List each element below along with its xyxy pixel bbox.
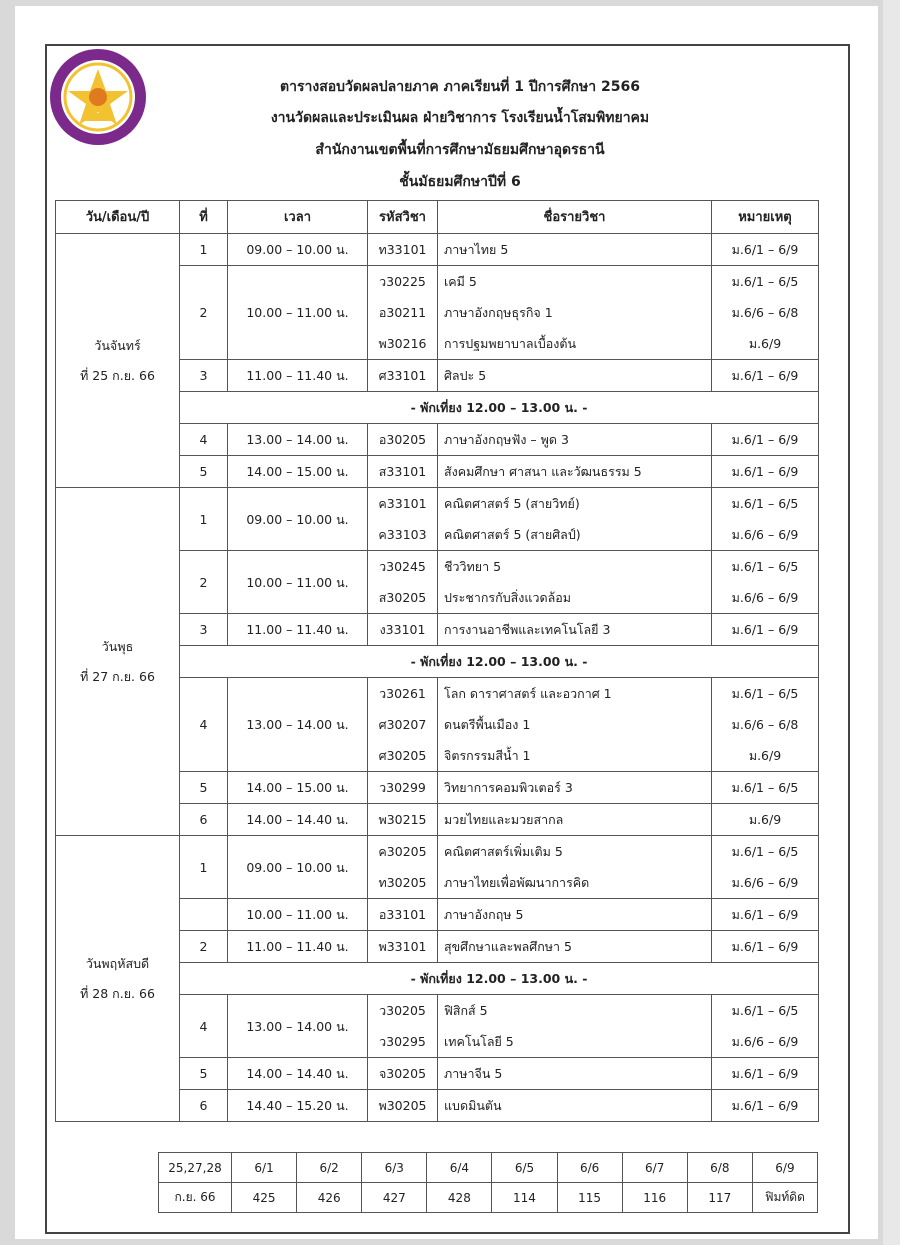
period-cell: 5 xyxy=(180,772,228,804)
note-cell-line: ม.6/9 xyxy=(748,748,782,763)
room-class-cell: 6/7 xyxy=(622,1153,687,1183)
code-cell-line: อ33101 xyxy=(378,907,427,922)
subject-cell xyxy=(438,614,712,646)
code-cell-line: ท33101 xyxy=(378,242,427,257)
code-cell-line: พ30216 xyxy=(378,336,427,351)
subject-cell xyxy=(438,931,712,963)
time-cell: 14.00 – 14.40 น. xyxy=(228,1058,368,1090)
note-cell-line: ม.6/1 – 6/9 xyxy=(731,1098,799,1113)
col-header-date: วัน/เดือน/ปี xyxy=(56,201,180,234)
code-cell xyxy=(368,1058,438,1090)
subject-cell-line: สังคมศึกษา ศาสนา และวัฒนธรรม 5 xyxy=(444,464,642,479)
subject-cell-line: ภาษาอังกฤษ 5 xyxy=(444,907,524,922)
subject-cell xyxy=(438,424,712,456)
code-cell xyxy=(368,614,438,646)
subject-cell xyxy=(438,360,712,392)
note-cell-line: ม.6/6 – 6/8 xyxy=(731,305,799,320)
subject-cell-line: การงานอาชีพและเทคโนโลยี 3 xyxy=(444,622,611,637)
note-cell-line: ม.6/1 – 6/9 xyxy=(731,242,799,257)
note-cell xyxy=(712,456,819,488)
period-cell: 2 xyxy=(180,266,228,360)
period-cell: 3 xyxy=(180,360,228,392)
title-line-1: ตารางสอบวัดผลปลายภาค ภาคเรียนที่ 1 ปีการศึกษา 2566 xyxy=(280,79,640,95)
note-cell xyxy=(712,995,819,1058)
school-emblem-icon xyxy=(48,47,148,147)
subject-cell-line: ดนตรีพื้นเมือง 1 xyxy=(444,717,531,732)
room-number-cell: 427 xyxy=(362,1183,427,1213)
day-date: ที่ 25 ก.ย. 66 xyxy=(80,367,155,383)
code-cell-line: ว30245 xyxy=(379,559,426,574)
table-header-row xyxy=(56,201,819,234)
subject-cell-line: มวยไทยและมวยสากล xyxy=(444,812,564,827)
code-cell-line: จ30205 xyxy=(378,1066,427,1081)
time-cell: 14.00 – 15.00 น. xyxy=(228,456,368,488)
time-cell: 14.00 – 14.40 น. xyxy=(228,804,368,836)
col-header-period: ที่ xyxy=(180,201,228,234)
lunch-break-label: - พักเที่ยง 12.00 – 13.00 น. - xyxy=(180,963,819,995)
schedule-body xyxy=(56,234,819,1122)
subject-cell-line: แบดมินตัน xyxy=(444,1098,502,1113)
day-name: วันจันทร์ xyxy=(94,337,141,353)
col-header-note: หมายเหตุ xyxy=(712,201,819,234)
code-cell xyxy=(368,266,438,360)
code-cell-line: ว30299 xyxy=(379,780,426,795)
room-class-cell: 6/3 xyxy=(362,1153,427,1183)
period-cell: 1 xyxy=(180,234,228,266)
time-cell: 10.00 – 11.00 น. xyxy=(228,266,368,360)
subject-cell xyxy=(438,266,712,360)
subject-cell-line: ภาษาอังกฤษธุรกิจ 1 xyxy=(444,305,553,320)
room-number-row xyxy=(159,1183,818,1213)
code-cell xyxy=(368,234,438,266)
code-cell xyxy=(368,804,438,836)
note-cell-line: ม.6/1 – 6/5 xyxy=(731,496,799,511)
code-cell xyxy=(368,995,438,1058)
room-number-cell: 116 xyxy=(622,1183,687,1213)
code-cell xyxy=(368,899,438,931)
code-cell-line: ค33101 xyxy=(378,496,427,511)
period-cell: 5 xyxy=(180,1058,228,1090)
subject-cell-line: เคมี 5 xyxy=(444,274,477,289)
room-number-cell: ฟิมท์ดิด xyxy=(752,1183,817,1213)
time-cell: 09.00 – 10.00 น. xyxy=(228,488,368,551)
code-cell-line: ง33101 xyxy=(379,622,426,637)
period-cell xyxy=(180,899,228,931)
note-cell-line: ม.6/6 – 6/8 xyxy=(731,717,799,732)
time-cell: 13.00 – 14.00 น. xyxy=(228,678,368,772)
code-cell-line: ค30205 xyxy=(378,844,427,859)
note-cell-line: ม.6/6 – 6/9 xyxy=(731,590,799,605)
subject-cell xyxy=(438,678,712,772)
room-number-cell: 115 xyxy=(557,1183,622,1213)
room-number-cell: 428 xyxy=(427,1183,492,1213)
day-cell xyxy=(56,836,180,1122)
note-cell-line: ม.6/1 – 6/9 xyxy=(731,1066,799,1081)
period-cell: 2 xyxy=(180,551,228,614)
note-cell-line: ม.6/1 – 6/5 xyxy=(731,274,799,289)
room-class-row xyxy=(159,1153,818,1183)
subject-cell-line: เทคโนโลยี 5 xyxy=(444,1034,514,1049)
subject-cell xyxy=(438,899,712,931)
subject-cell-line: ชีววิทยา 5 xyxy=(444,559,502,574)
note-cell xyxy=(712,488,819,551)
subject-cell-line: สุขศึกษาและพลศึกษา 5 xyxy=(444,939,572,954)
subject-cell-line: ภาษาไทยเพื่อพัฒนาการคิด xyxy=(444,875,590,890)
subject-cell-line: ศิลปะ 5 xyxy=(444,368,487,383)
subject-cell xyxy=(438,836,712,899)
period-cell: 6 xyxy=(180,1090,228,1122)
code-cell-line: ส30205 xyxy=(378,590,427,605)
subject-cell xyxy=(438,772,712,804)
code-cell xyxy=(368,488,438,551)
period-cell: 1 xyxy=(180,836,228,899)
code-cell-line: ว30295 xyxy=(379,1034,426,1049)
note-cell xyxy=(712,1058,819,1090)
title-line-4: ชั้นมัธยมศึกษาปีที่ 6 xyxy=(399,174,521,190)
code-cell-line: พ30205 xyxy=(378,1098,427,1113)
subject-cell xyxy=(438,804,712,836)
note-cell-line: ม.6/1 – 6/5 xyxy=(731,780,799,795)
time-cell: 11.00 – 11.40 น. xyxy=(228,931,368,963)
period-cell: 2 xyxy=(180,931,228,963)
code-cell xyxy=(368,836,438,899)
time-cell: 11.00 – 11.40 น. xyxy=(228,360,368,392)
note-cell xyxy=(712,551,819,614)
room-class-cell: 6/8 xyxy=(687,1153,752,1183)
code-cell-line: ศ30205 xyxy=(378,748,427,763)
day-cell xyxy=(56,488,180,836)
note-cell-line: ม.6/6 – 6/9 xyxy=(731,875,799,890)
room-class-cell: 6/4 xyxy=(427,1153,492,1183)
code-cell-line: ท30205 xyxy=(378,875,427,890)
note-cell xyxy=(712,234,819,266)
note-cell xyxy=(712,360,819,392)
subject-cell-line: ภาษาอังกฤษฟัง – พูด 3 xyxy=(444,432,569,447)
subject-cell-line: จิตรกรรมสีน้ำ 1 xyxy=(444,748,531,763)
subject-cell-line: คณิตศาสตร์เพิ่มเติม 5 xyxy=(444,844,563,859)
code-cell-line: พ33101 xyxy=(378,939,427,954)
time-cell: 13.00 – 14.00 น. xyxy=(228,995,368,1058)
lunch-break-label: - พักเที่ยง 12.00 – 13.00 น. - xyxy=(180,646,819,678)
code-cell xyxy=(368,360,438,392)
code-cell-line: อ30211 xyxy=(378,305,427,320)
subject-cell-line: ประชากรกับสิ่งแวดล้อม xyxy=(444,590,571,605)
subject-cell xyxy=(438,234,712,266)
period-cell: 4 xyxy=(180,424,228,456)
note-cell xyxy=(712,1090,819,1122)
note-cell xyxy=(712,931,819,963)
table-row xyxy=(56,488,819,551)
note-cell-line: ม.6/1 – 6/5 xyxy=(731,686,799,701)
room-number-cell: 117 xyxy=(687,1183,752,1213)
note-cell-line: ม.6/6 – 6/9 xyxy=(731,1034,799,1049)
note-cell-line: ม.6/9 xyxy=(748,336,782,351)
time-cell: 09.00 – 10.00 น. xyxy=(228,836,368,899)
subject-cell xyxy=(438,456,712,488)
period-cell: 4 xyxy=(180,995,228,1058)
room-date-top: 25,27,28 xyxy=(159,1153,232,1183)
code-cell xyxy=(368,931,438,963)
room-table xyxy=(158,1152,818,1213)
time-cell: 09.00 – 10.00 น. xyxy=(228,234,368,266)
period-cell: 1 xyxy=(180,488,228,551)
col-header-time: เวลา xyxy=(228,201,368,234)
code-cell xyxy=(368,456,438,488)
note-cell-line: ม.6/1 – 6/5 xyxy=(731,559,799,574)
room-class-cell: 6/1 xyxy=(232,1153,297,1183)
day-name: วันพฤหัสบดี xyxy=(85,955,150,971)
room-class-cell: 6/6 xyxy=(557,1153,622,1183)
subject-cell-line: ภาษาไทย 5 xyxy=(444,242,509,257)
table-row xyxy=(56,234,819,266)
note-cell-line: ม.6/9 xyxy=(748,812,782,827)
room-class-cell: 6/9 xyxy=(752,1153,817,1183)
period-cell: 6 xyxy=(180,804,228,836)
note-cell xyxy=(712,266,819,360)
subject-cell-line: คณิตศาสตร์ 5 (สายศิลป์) xyxy=(444,527,581,542)
subject-cell xyxy=(438,1090,712,1122)
code-cell-line: ศ30207 xyxy=(378,717,427,732)
room-number-cell: 114 xyxy=(492,1183,557,1213)
subject-cell-line: โลก ดาราศาสตร์ และอวกาศ 1 xyxy=(444,686,612,701)
note-cell xyxy=(712,836,819,899)
note-cell-line: ม.6/1 – 6/9 xyxy=(731,464,799,479)
note-cell-line: ม.6/1 – 6/9 xyxy=(731,907,799,922)
code-cell-line: ส33101 xyxy=(378,464,427,479)
note-cell-line: ม.6/6 – 6/9 xyxy=(731,527,799,542)
note-cell xyxy=(712,678,819,772)
subject-cell xyxy=(438,488,712,551)
title-line-2: งานวัดผลและประเมินผล ฝ่ายวิชาการ โรงเรียนน้ำโสมพิทยาคม xyxy=(270,110,650,126)
day-date: ที่ 28 ก.ย. 66 xyxy=(80,985,155,1001)
time-cell: 13.00 – 14.00 น. xyxy=(228,424,368,456)
period-cell: 5 xyxy=(180,456,228,488)
note-cell-line: ม.6/1 – 6/9 xyxy=(731,432,799,447)
code-cell xyxy=(368,772,438,804)
note-cell-line: ม.6/1 – 6/5 xyxy=(731,844,799,859)
subject-cell-line: ฟิสิกส์ 5 xyxy=(444,1003,488,1018)
note-cell-line: ม.6/1 – 6/9 xyxy=(731,368,799,383)
day-name: วันพุธ xyxy=(101,638,134,654)
room-date-bottom: ก.ย. 66 xyxy=(159,1183,232,1213)
note-cell-line: ม.6/1 – 6/9 xyxy=(731,622,799,637)
code-cell xyxy=(368,424,438,456)
code-cell-line: ค33103 xyxy=(378,527,427,542)
code-cell-line: ว30225 xyxy=(379,274,426,289)
room-number-cell: 425 xyxy=(232,1183,297,1213)
subject-cell-line: วิทยาการคอมพิวเตอร์ 3 xyxy=(444,780,573,795)
subject-cell xyxy=(438,995,712,1058)
time-cell: 11.00 – 11.40 น. xyxy=(228,614,368,646)
subject-cell xyxy=(438,1058,712,1090)
col-header-subject: ชื่อรายวิชา xyxy=(438,201,712,234)
code-cell-line: อ30205 xyxy=(378,432,427,447)
subject-cell-line: ภาษาจีน 5 xyxy=(444,1066,503,1081)
code-cell xyxy=(368,551,438,614)
exam-schedule-table xyxy=(55,200,819,1122)
note-cell xyxy=(712,804,819,836)
code-cell-line: ว30205 xyxy=(379,1003,426,1018)
table-row xyxy=(56,836,819,899)
note-cell xyxy=(712,772,819,804)
code-cell xyxy=(368,678,438,772)
note-cell xyxy=(712,424,819,456)
subject-cell-line: การปฐมพยาบาลเบื้องต้น xyxy=(444,336,577,351)
time-cell: 10.00 – 11.00 น. xyxy=(228,899,368,931)
subject-cell xyxy=(438,551,712,614)
col-header-code: รหัสวิชา xyxy=(368,201,438,234)
subject-cell-line: คณิตศาสตร์ 5 (สายวิทย์) xyxy=(444,496,580,511)
viewer-scrollbar[interactable] xyxy=(883,0,900,1245)
room-class-cell: 6/5 xyxy=(492,1153,557,1183)
title-line-3: สำนักงานเขตพื้นที่การศึกษามัธยมศึกษาอุดรธานี xyxy=(315,142,605,158)
code-cell-line: ว30261 xyxy=(379,686,426,701)
code-cell-line: พ30215 xyxy=(378,812,427,827)
code-cell-line: ศ33101 xyxy=(378,368,427,383)
time-cell: 14.40 – 15.20 น. xyxy=(228,1090,368,1122)
code-cell xyxy=(368,1090,438,1122)
note-cell xyxy=(712,899,819,931)
room-number-cell: 426 xyxy=(297,1183,362,1213)
day-date: ที่ 27 ก.ย. 66 xyxy=(80,668,155,684)
period-cell: 3 xyxy=(180,614,228,646)
note-cell-line: ม.6/1 – 6/5 xyxy=(731,1003,799,1018)
time-cell: 10.00 – 11.00 น. xyxy=(228,551,368,614)
room-class-cell: 6/2 xyxy=(297,1153,362,1183)
note-cell xyxy=(712,614,819,646)
time-cell: 14.00 – 15.00 น. xyxy=(228,772,368,804)
lunch-break-label: - พักเที่ยง 12.00 – 13.00 น. - xyxy=(180,392,819,424)
period-cell: 4 xyxy=(180,678,228,772)
day-cell xyxy=(56,234,180,488)
note-cell-line: ม.6/1 – 6/9 xyxy=(731,939,799,954)
